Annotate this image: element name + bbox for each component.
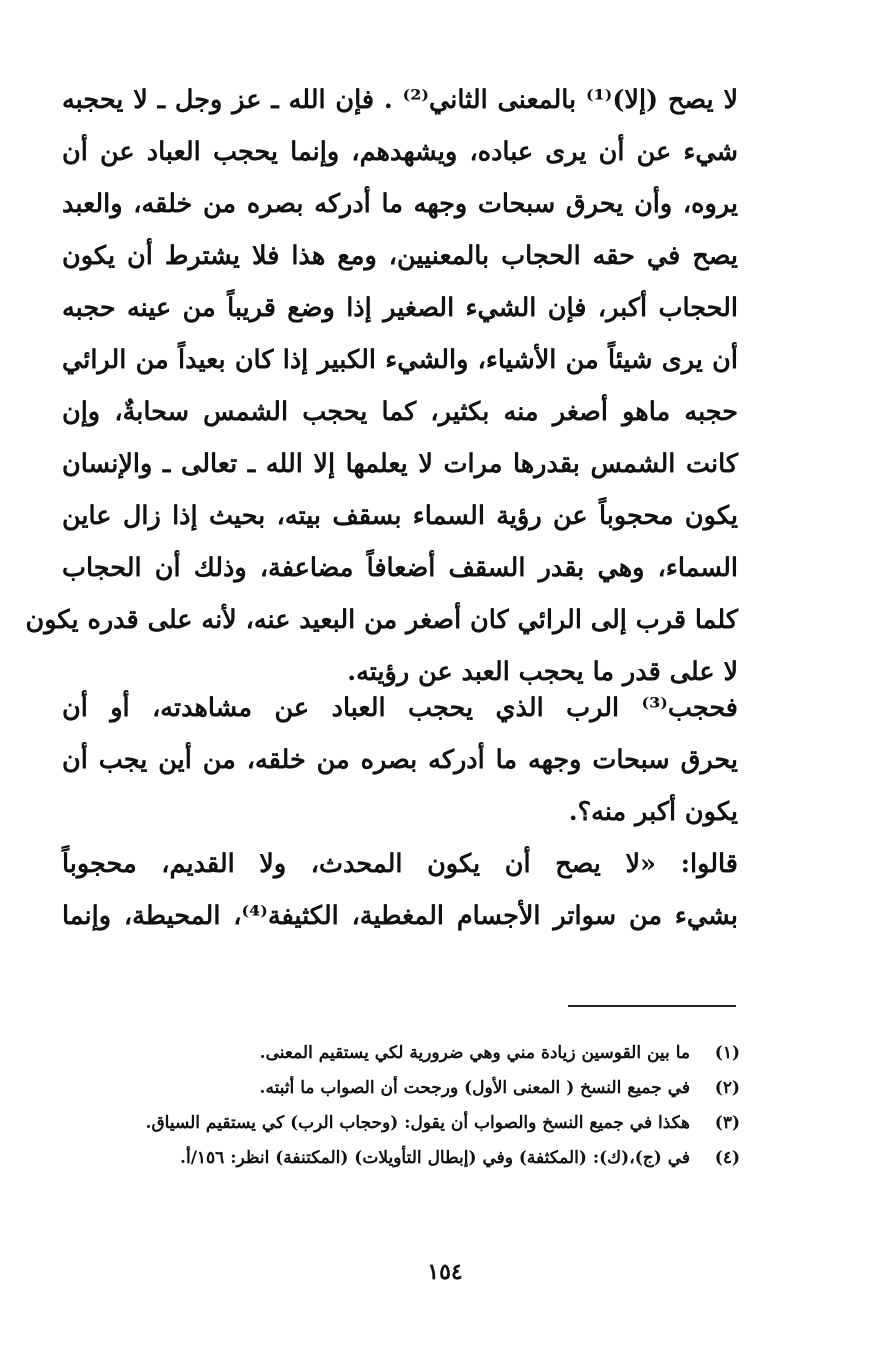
footnote-item (60, 1106, 740, 1141)
text-line: بشيء من سواتر الأجسام المغطية، الكثيفة⁽⁴⁾، المحيطة، وإنما (62, 901, 738, 931)
body-paragraph (62, 682, 738, 838)
footnote-text: في جميع النسخ ( المعنى الأول) ورجحت أن الصواب ما أثبته. (259, 1078, 690, 1098)
body-paragraph (62, 838, 738, 942)
footnotes (60, 1036, 740, 1176)
footnote-item (60, 1036, 740, 1071)
footnote-number: (٣) (714, 1113, 740, 1133)
text-line: كانت الشمس بقدرها مرات لا يعلمها إلا الله ـ تعالى ـ والإنسان (62, 449, 738, 479)
text-line: لا يصح (إلا)⁽¹⁾ بالمعنى الثاني⁽²⁾ . فإن الله ـ عز وجل ـ لا يحجبه (62, 85, 738, 115)
text-line: أن يرى شيئاً من الأشياء، والشيء الكبير إذا كان بعيداً من الرائي (62, 345, 738, 375)
footnote-separator (568, 1005, 736, 1007)
text-line: كلما قرب إلى الرائي كان أصغر من البعيد عنه، لأنه على قدره يكون (25, 605, 738, 635)
text-line: يصح في حقه الحجاب بالمعنيين، ومع هذا فلا يشترط أن يكون (62, 241, 738, 271)
footnote-number: (١) (714, 1043, 740, 1063)
footnote-number: (٤) (714, 1148, 740, 1168)
text-line: السماء، وهي بقدر السقف أضعافاً مضاعفة، وذلك أن الحجاب (62, 553, 738, 583)
text-line: الحجاب أكبر، فإن الشيء الصغير إذا وضع قريباً من عينه حجبه (62, 293, 738, 323)
text-line: يكون أكبر منه؟. (568, 797, 738, 827)
text-line: يكون محجوباً عن رؤية السماء بسقف بيته، بحيث إذا زال عاين (62, 501, 738, 531)
text-line: يحرق سبحات وجهه ما أدركه بصره من خلقه، من أين يجب أن (62, 745, 738, 775)
footnote-text: ما بين القوسين زيادة مني وهي ضرورية لكي يستقيم المعنى. (259, 1043, 690, 1063)
text-line: قالوا: «لا يصح أن يكون المحدث، ولا القديم، محجوباً (62, 849, 738, 879)
text-line: لا على قدر ما يحجب العبد عن رؤيته. (347, 657, 738, 687)
body-paragraph (25, 74, 738, 698)
footnote-item (60, 1141, 740, 1176)
page-number: ١٥٤ (427, 1259, 463, 1285)
footnote-item (60, 1071, 740, 1106)
text-line: شيء عن أن يرى عباده، ويشهدهم، وإنما يحجب العباد عن أن (62, 137, 738, 167)
footnote-text: في (ج)،(ك): (المكثفة) وفي (إبطال التأويلات) (المكتنفة) انظر: ١٥٦/أ. (180, 1148, 690, 1168)
text-line: يروه، وأن يحرق سبحات وجهه ما أدركه بصره من خلقه، والعبد (62, 189, 738, 219)
text-line: حجبه ماهو أصغر منه بكثير، كما يحجب الشمس سحابةٌ، وإن (62, 397, 738, 427)
footnote-text: هكذا في جميع النسخ والصواب أن يقول: (وحجاب الرب) كي يستقيم السياق. (145, 1113, 690, 1133)
text-line: فحجب⁽³⁾ الرب الذي يحجب العباد عن مشاهدته، أو أن (62, 693, 738, 723)
footnote-number: (٢) (714, 1078, 740, 1098)
